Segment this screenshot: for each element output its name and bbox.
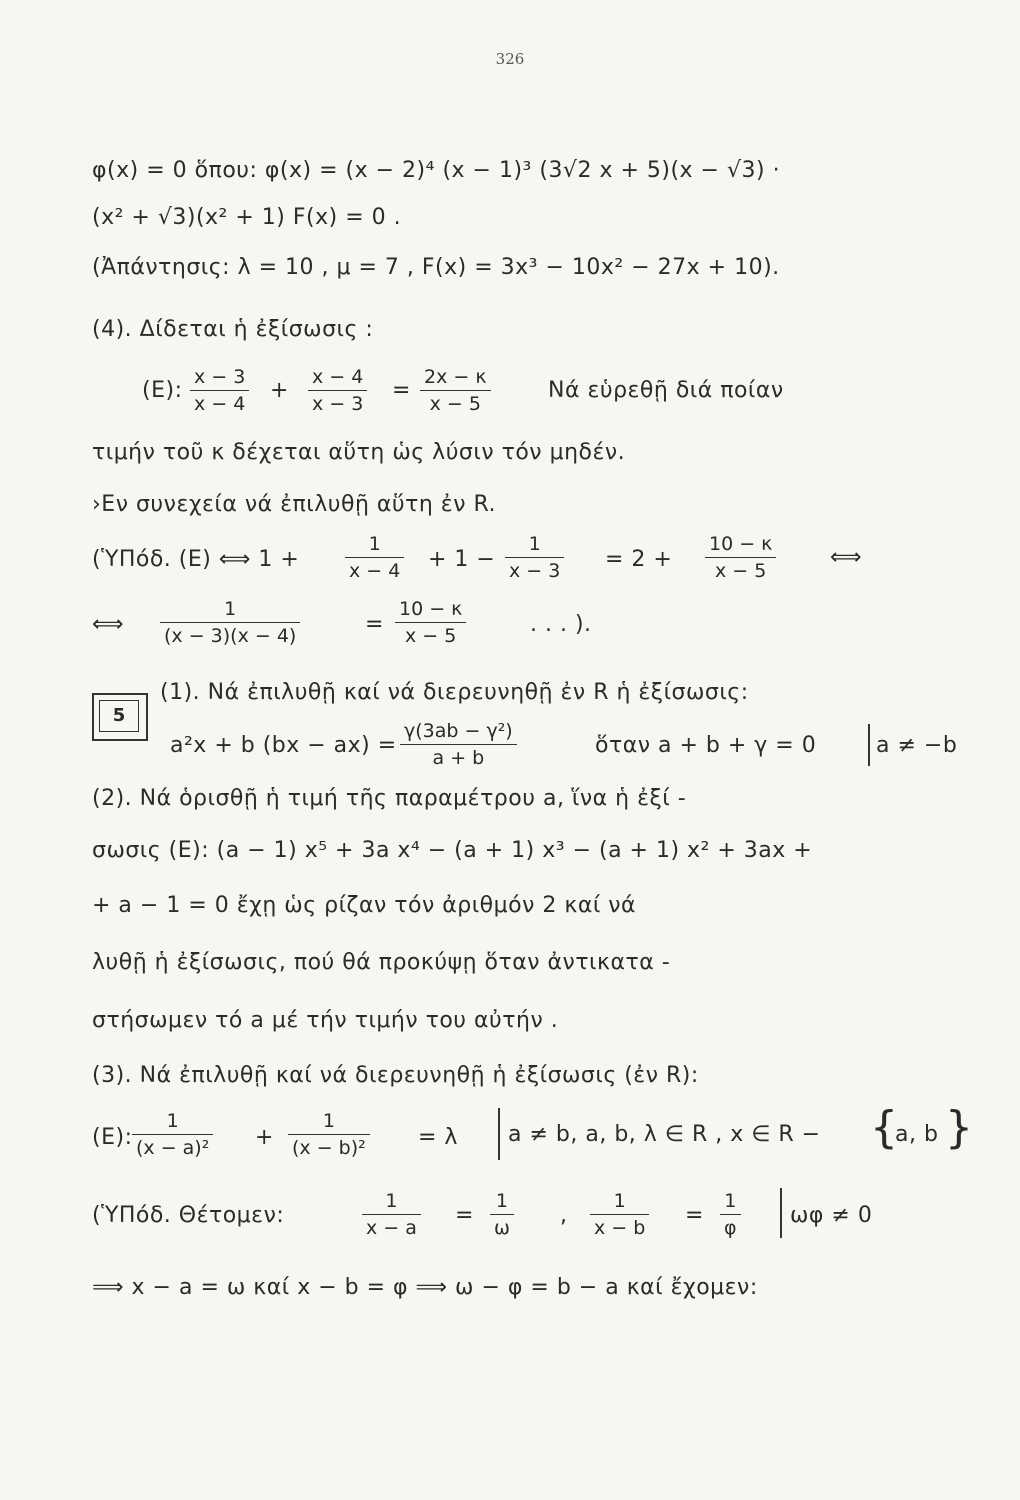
text-line-7: ›Εν συνεχεία νά ἐπιλυθῇ αὕτη ἐν R.	[92, 492, 496, 517]
ellipsis-close: . . . ).	[530, 612, 592, 637]
fraction-10: $\frac{1}{\text{(x − a)²}}$	[132, 1110, 213, 1159]
comma: ,	[560, 1203, 567, 1228]
equals-lambda: = λ	[418, 1125, 458, 1150]
text-line-15: λυθῇ ἡ ἐξίσωσις, πού θά προκύψῃ ὅταν ἀντικατα -	[92, 950, 671, 975]
condition-bar	[868, 724, 870, 766]
equation-line-1: φ(x) = 0 ὅπου: φ(x) = (x − 2)⁴ (x − 1)³ (3√2 x + 5)(x − √3) ·	[92, 158, 781, 183]
fraction-14: $\frac{1}{x - b}$	[590, 1190, 649, 1239]
problem-number: 5	[99, 700, 139, 732]
problem-number-box	[92, 693, 148, 741]
problem-4-heading: (4). Δίδεται ἡ ἐξίσωσις :	[92, 317, 374, 342]
hint-equals: = 2 +	[605, 547, 673, 572]
brace-open: {	[870, 1102, 898, 1153]
page-number: 326	[495, 50, 525, 68]
fraction-9: $\frac{\text{γ(3ab − γ²)}}{a + b}$	[400, 720, 517, 769]
equation-a-b: a²x + b (bx − ax) =	[170, 733, 397, 758]
iff-arrow: ⟺	[830, 545, 862, 570]
condition-omega-phi: ωφ ≠ 0	[790, 1203, 873, 1228]
fraction-6: $\frac{10 - \kappa}{x - 5}$	[705, 533, 776, 582]
condition-a-ne-b: a ≠ −b	[876, 733, 958, 758]
hint-substitution: (ὙΠόδ. Θέτομεν:	[92, 1203, 285, 1228]
equals-sign: =	[685, 1203, 704, 1228]
hint-mid: + 1 −	[428, 547, 496, 572]
text-line-6: τιμήν τοῦ κ δέχεται αὕτη ὡς λύσιν τόν μηδέν.	[92, 440, 626, 465]
condition-text: ὅταν a + b + γ = 0	[595, 733, 817, 758]
fraction-4: $\frac{1}{x - 4}$	[345, 533, 404, 582]
iff-arrow: ⟺	[92, 612, 124, 637]
equals-sign: =	[455, 1203, 474, 1228]
fraction-15: $\frac{1}{\varphi}$	[720, 1190, 741, 1239]
problem-5-part-2: (2). Νά ὁρισθῇ ἡ τιμή τῆς παραμέτρου a, ἵνα ἡ ἐξί -	[92, 786, 687, 811]
fraction-5: $\frac{1}{x - 3}$	[505, 533, 564, 582]
hint-prefix: (ὙΠόδ. (E) ⟺ 1 +	[92, 547, 300, 572]
equation-polynomial: σωσις (E): (a − 1) x⁵ + 3a x⁴ − (a + 1) x³ − (a + 1) x² + 3ax +	[92, 838, 813, 863]
problem-5-part-3: (3). Νά ἐπιλυθῇ καί νά διερευνηθῇ ἡ ἐξίσωσις (ἐν R):	[92, 1063, 699, 1088]
brace-close: }	[945, 1102, 973, 1153]
excluded-set: a, b	[895, 1122, 939, 1147]
plus-sign: +	[255, 1125, 274, 1150]
fraction-11: $\frac{1}{\text{(x − b)²}}$	[288, 1110, 370, 1159]
question-text: Νά εὑρεθῇ διά ποίαν	[548, 378, 784, 403]
equals-sign: =	[392, 378, 411, 403]
fraction-13: $\frac{1}{\omega}$	[490, 1190, 514, 1239]
fraction-12: $\frac{1}{x - a}$	[362, 1190, 421, 1239]
fraction-2: $\frac{x - 4}{x - 3}$	[308, 366, 367, 415]
condition-bar	[780, 1188, 782, 1238]
condition-set: a ≠ b, a, b, λ ∈ R , x ∈ R −	[508, 1122, 821, 1147]
text-line-14: + a − 1 = 0 ἔχῃ ὡς ρίζαν τόν ἀριθμόν 2 καί νά	[92, 893, 637, 918]
fraction-1: $\frac{x - 3}{x - 4}$	[190, 366, 249, 415]
fraction-7: $\frac{1}{(x - 3)(x - 4)}$	[160, 598, 300, 647]
equation-label-e: (E):	[92, 1125, 133, 1150]
text-line-16: στήσωμεν τό a μέ τήν τιμήν του αὐτήν .	[92, 1008, 559, 1033]
answer-line: (Ἀπάντησις: λ = 10 , μ = 7 , F(x) = 3x³ − 10x² − 27x + 10).	[92, 255, 780, 280]
equation-label-e: (E):	[142, 378, 183, 403]
equation-line-2: (x² + √3)(x² + 1) F(x) = 0 .	[92, 205, 402, 230]
fraction-8: $\frac{10 - \kappa}{x - 5}$	[395, 598, 466, 647]
fraction-3: $\frac{2x - \kappa}{x - 5}$	[420, 366, 491, 415]
text-line-20: ⟹ x − a = ω καί x − b = φ ⟹ ω − φ = b − a καί ἔχομεν:	[92, 1275, 758, 1300]
plus-sign: +	[270, 378, 289, 403]
equals-sign: =	[365, 612, 384, 637]
condition-bar	[498, 1108, 500, 1160]
problem-5-part-1: (1). Νά ἐπιλυθῇ καί νά διερευνηθῇ ἐν R ἡ ἐξίσωσις:	[160, 680, 749, 705]
